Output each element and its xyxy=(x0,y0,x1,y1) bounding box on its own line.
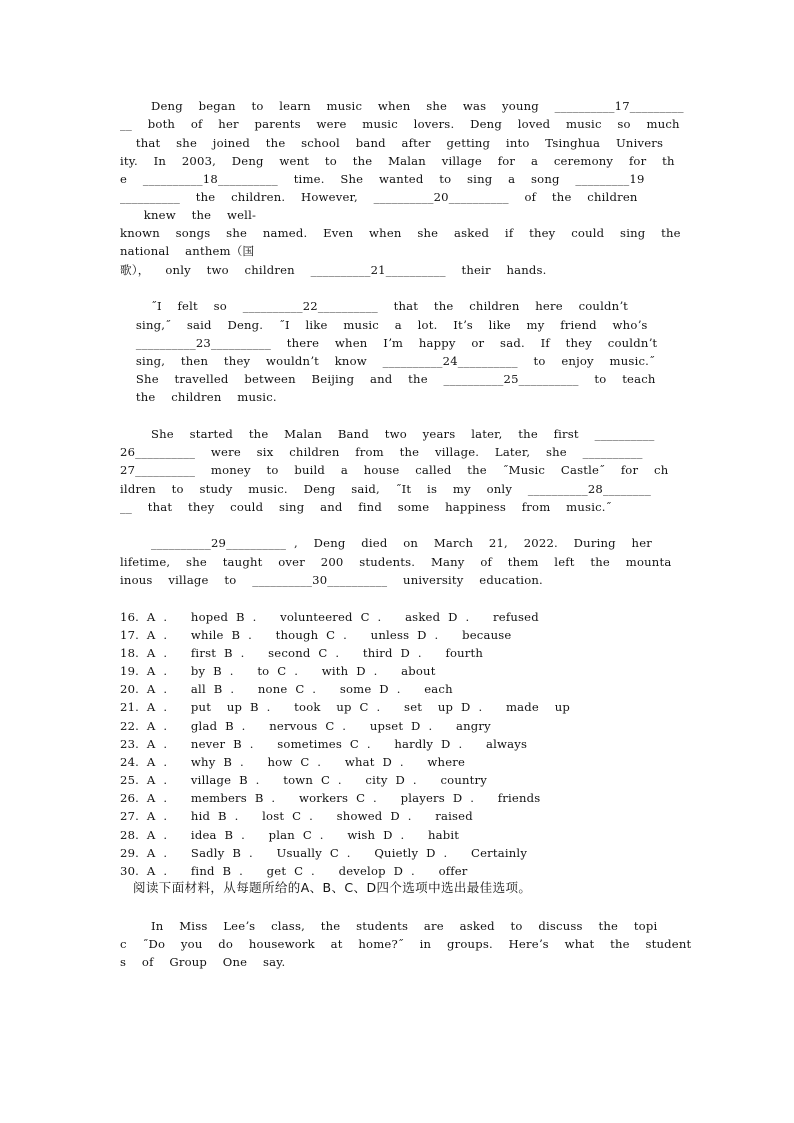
option-row: 16. A . hoped B . volunteered C . asked D . refused xyxy=(120,610,539,624)
text-line: c ˝Do you do housework at home?˝ in groups. Hereʼs what the student xyxy=(120,937,692,951)
text-line: She started the Malan Band two years later, the first __________ xyxy=(151,427,655,441)
text-line: sing, then they wouldnʼt know __________24__________ to enjoy music.˝ xyxy=(128,354,656,368)
option-row: 21. A . put up B . took up C . set up D . made up xyxy=(120,700,571,714)
text-line: __________29__________ , Deng died on March 21, 2022. During her xyxy=(151,536,653,550)
option-row: 30. A . find B . get C . develop D . offer xyxy=(120,864,468,878)
text-line: She travelled between Beijing and the __________25__________ to teach xyxy=(128,372,656,386)
text-line: 歌）， only two children __________21__________ their hands. xyxy=(120,263,547,277)
text-line: national anthem（国 xyxy=(120,244,255,258)
section-instruction: 阅读下面材料，从每题所给的A、B、C、D四个选项中选出最佳选项。 xyxy=(133,880,532,895)
option-row: 28. A . idea B . plan C . wish D . habit xyxy=(120,828,460,842)
option-row: 20. A . all B . none C . some D . each xyxy=(120,682,453,696)
text-line: __________ the children. However, __________20__________ of the children xyxy=(120,190,638,204)
text-line: Deng began to learn music when she was young __________17_________ xyxy=(151,99,684,113)
option-row: 25. A . village B . town C . city D . country xyxy=(120,773,488,787)
text-line: s of Group One say. xyxy=(120,955,286,969)
option-row: 26. A . members B . workers C . players D . friends xyxy=(120,791,541,805)
text-line: the children music. xyxy=(128,390,277,404)
text-line: ity. In 2003, Deng went to the Malan village for a ceremony for th xyxy=(120,154,675,168)
option-row: 23. A . never B . sometimes C . hardly D . always xyxy=(120,737,528,751)
option-row: 18. A . first B . second C . third D . fourth xyxy=(120,646,484,660)
option-row: 29. A . Sadly B . Usually C . Quietly D . Certainly xyxy=(120,846,528,860)
text-line: __ that they could sing and find some happiness from music.˝ xyxy=(120,500,612,514)
text-line: __________23__________ there when Iʼm happy or sad. If they couldnʼt xyxy=(128,336,658,350)
text-line: In Miss Leeʼs class, the students are asked to discuss the topi xyxy=(151,919,658,933)
text-line: that she joined the school band after getting into Tsinghua Univers xyxy=(128,136,664,150)
text-line: sing,˝ said Deng. ˝I like music a lot. Itʼs like my friend whoʼs xyxy=(128,318,648,332)
option-row: 17. A . while B . though C . unless D . because xyxy=(120,628,512,642)
text-line: ˝I felt so __________22__________ that the children here couldnʼt xyxy=(151,299,629,313)
text-line: 26__________ were six children from the village. Later, she __________ xyxy=(120,445,643,459)
text-line: ildren to study music. Deng said, ˝It is my only __________28________ xyxy=(120,482,651,496)
text-line: lifetime, she taught over 200 students. Many of them left the mounta xyxy=(120,555,672,569)
text-line: 27__________ money to build a house called the ˝Music Castle˝ for ch xyxy=(120,463,669,477)
text-line: knew the well- xyxy=(128,208,257,222)
text-line: known songs she named. Even when she asked if they could sing the xyxy=(120,226,681,240)
option-row: 24. A . why B . how C . what D . where xyxy=(120,755,466,769)
option-row: 22. A . glad B . nervous C . upset D . angry xyxy=(120,719,491,733)
option-row: 19. A . by B . to C . with D . about xyxy=(120,664,436,678)
text-line: inous village to __________30__________ university education. xyxy=(120,573,543,587)
text-line: __ both of her parents were music lovers. Deng loved music so much xyxy=(120,117,680,131)
option-row: 27. A . hid B . lost C . showed D . raised xyxy=(120,809,473,823)
text-line: e __________18__________ time. She wanted to sing a song _________19 xyxy=(120,172,645,186)
